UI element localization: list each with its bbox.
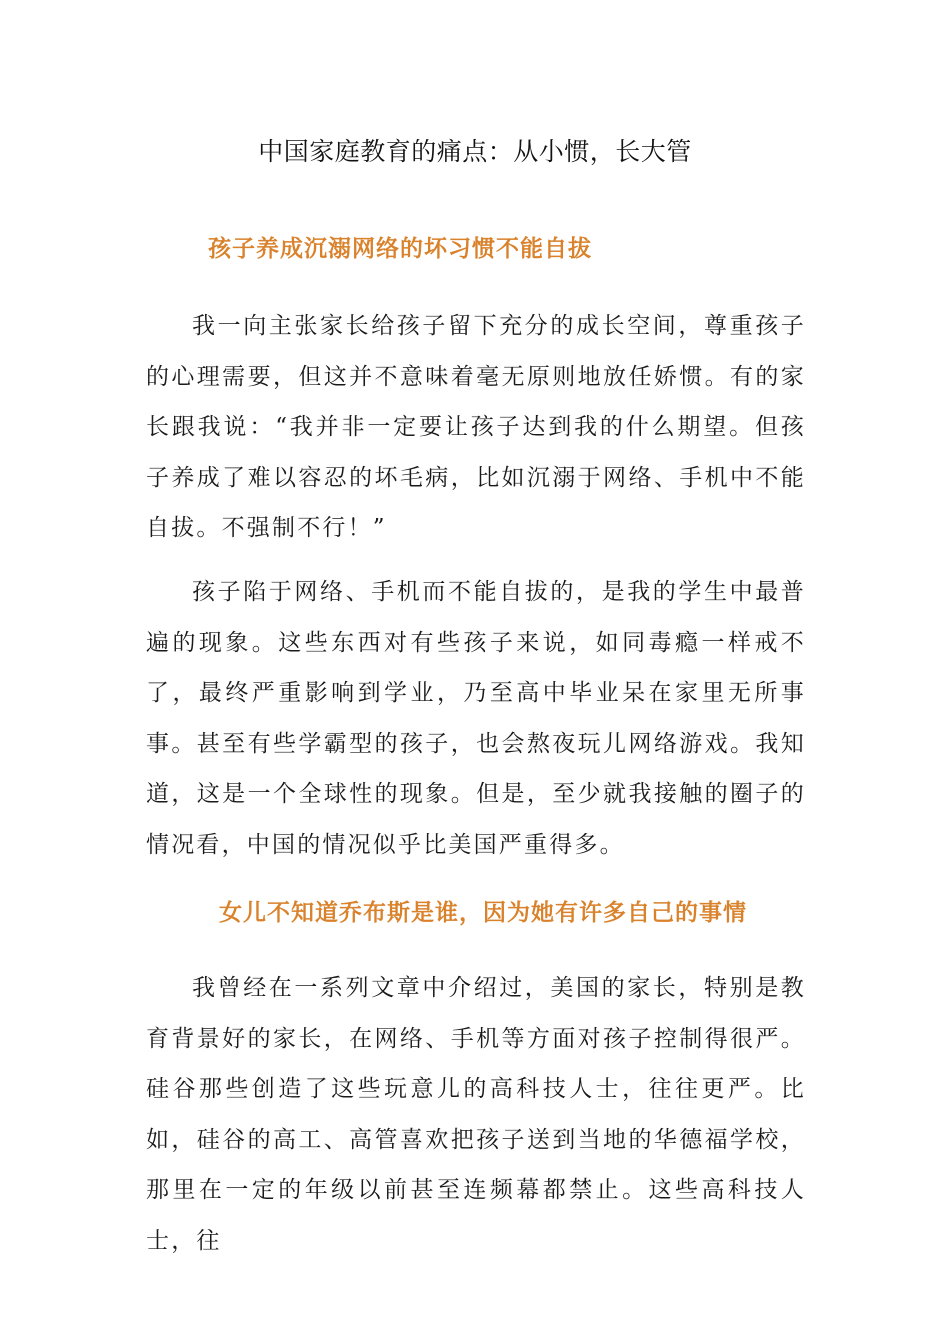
section-heading-1: 孩子养成沉溺网络的坏习惯不能自拔 [208, 236, 592, 262]
document-title: 中国家庭教育的痛点：从小惯，长大管 [258, 137, 692, 166]
section-heading-2: 女儿不知道乔布斯是谁，因为她有许多自己的事情 [219, 900, 747, 926]
paragraph-3: 我曾经在一系列文章中介绍过，美国的家长，特别是教育背景好的家长，在网络、手机等方面对孩子控制得很严。硅谷那些创造了这些玩意儿的高科技人士，往往更严。比如，硅谷的高工、高管喜欢把孩子送到当地的华德福学校，那里在一定的年级以前甚至连频幕都禁止。这些高科技人士，往 [146, 975, 806, 1254]
paragraph-1: 我一向主张家长给孩子留下充分的成长空间，尊重孩子的心理需要，但这并不意味着毫无原则地放任娇惯。有的家长跟我说：“我并非一定要让孩子达到我的什么期望。但孩子养成了难以容忍的坏毛病，比如沉溺于网络、手机中不能自拔。不强制不行！” [146, 313, 806, 541]
paragraph-2: 孩子陷于网络、手机而不能自拔的，是我的学生中最普遍的现象。这些东西对有些孩子来说，如同毒瘾一样戒不了，最终严重影响到学业，乃至高中毕业呆在家里无所事事。甚至有些学霸型的孩子，也会熬夜玩儿网络游戏。我知道，这是一个全球性的现象。但是，至少就我接触的圈子的情况看，中国的情况似乎比美国严重得多。 [146, 579, 806, 858]
